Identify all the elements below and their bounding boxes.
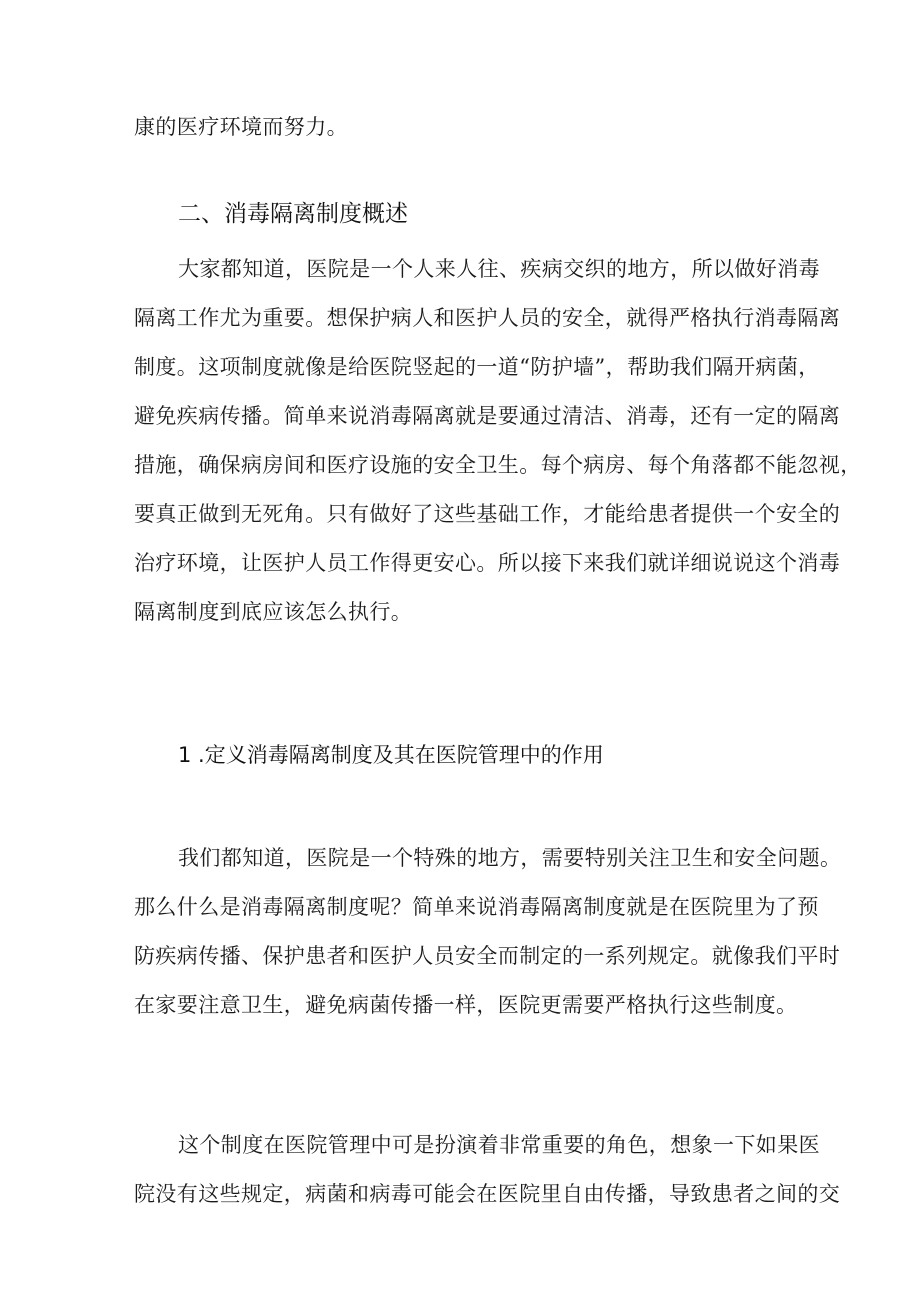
- text-line: 我们都知道，医院是一个特殊的地方，需要特别关注卫生和安全问题。: [178, 846, 842, 870]
- text-line: 制度。这项制度就像是给医院竖起的一道“防护墙”，帮助我们隔开病菌，: [134, 355, 820, 379]
- subsection-heading: 1 .定义消毒隔离制度及其在医院管理中的作用: [178, 743, 604, 767]
- paragraph-definition: [134, 834, 842, 1030]
- text-line: 那么什么是消毒隔离制度呢？简单来说消毒隔离制度就是在医院里为了预: [134, 895, 819, 919]
- text-line: 隔离工作尤为重要。想保护病人和医护人员的安全，就得严格执行消毒隔离: [134, 306, 841, 330]
- text-line: 避免疾病传播。简单来说消毒隔离就是要通过清洁、消毒，还有一定的隔离: [134, 404, 841, 428]
- text-line: 院没有这些规定，病菌和病毒可能会在医院里自由传播，导致患者之间的交: [134, 1182, 841, 1206]
- text-line: 措施，确保病房间和医疗设施的安全卫生。每个病房、每个角落都不能忽视，: [134, 453, 862, 477]
- text-line: 这个制度在医院管理中可是扮演着非常重要的角色，想象一下如果医: [178, 1133, 820, 1157]
- text-line: 大家都知道，医院是一个人来人往、疾病交织的地方，所以做好消毒: [178, 257, 820, 281]
- text-line: 防疾病传播、保护患者和医护人员安全而制定的一系列规定。就像我们平时: [134, 944, 841, 968]
- paragraph-overview: [134, 245, 862, 637]
- text-line: 要真正做到无死角。只有做好了这些基础工作，才能给患者提供一个安全的: [134, 502, 841, 526]
- paragraph-role: [134, 1121, 841, 1219]
- text-line: 在家要注意卫生，避免病菌传播一样，医院更需要严格执行这些制度。: [134, 993, 798, 1017]
- section-heading: 二、消毒隔离制度概述: [178, 201, 408, 227]
- text-line: 隔离制度到底应该怎么执行。: [134, 600, 413, 624]
- text-line: 康的医疗环境而努力。: [134, 115, 348, 139]
- intro-paragraph-tail: [134, 103, 799, 152]
- text-line: 治疗环境，让医护人员工作得更安心。所以接下来我们就详细说说这个消毒: [134, 551, 841, 575]
